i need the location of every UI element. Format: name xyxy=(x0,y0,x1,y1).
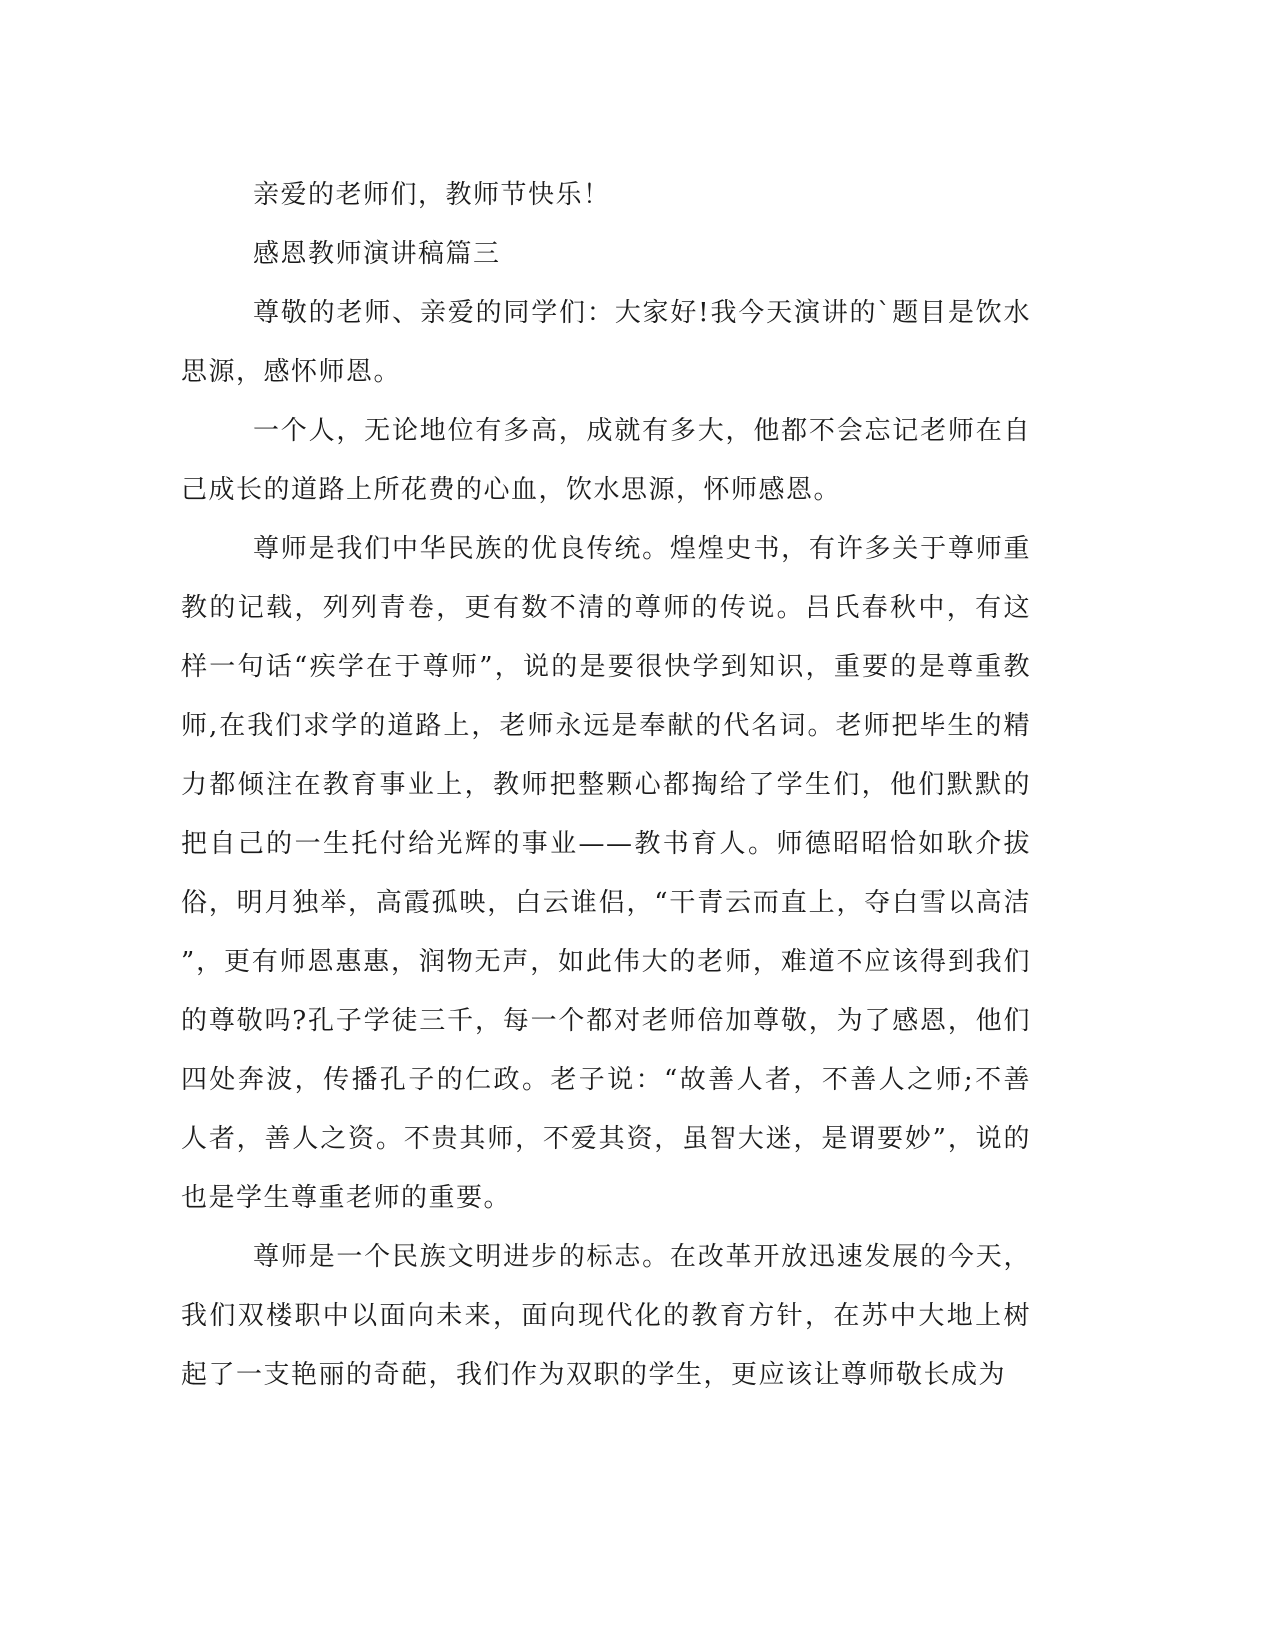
document-body xyxy=(181,166,1031,1405)
paragraph-opening: 尊敬的老师、亲爱的同学们：大家好!我今天演讲的`题目是饮水思源，感怀师恩。 xyxy=(181,298,1031,387)
paragraph-body-3: 尊师是一个民族文明进步的标志。在改革开放迅速发展的今天，我们双楼职中以面向未来，面向现代化的教育方针，在苏中大地上树起了一支艳丽的奇葩，我们作为双职的学生，更应该让尊师敬长成为 xyxy=(181,1242,1031,1390)
paragraph-greeting: 亲爱的老师们，教师节快乐！ xyxy=(253,180,611,210)
paragraph-body-2: 尊师是我们中华民族的优良传统。煌煌史书，有许多关于尊师重教的记载，列列青卷，更有数不清的尊师的传说。吕氏春秋中，有这样一句话“疾学在于尊师”，说的是要很快学到知识，重要的是尊重教师,在我们求学的道路上，老师永远是奉献的代名词。老师把毕生的精力都倾注在教育事业上，教师把整颗心都掏给了学生们，他们默默的把自己的一生托付给光辉的事业——教书育人。师德昭昭恰如耿介拔俗，明月独举，高霞孤映，白云谁侣，“干青云而直上，夺白雪以高洁”，更有师恩惠惠，润物无声，如此伟大的老师，难道不应该得到我们的尊敬吗?孔子学徒三千，每一个都对老师倍加尊敬，为了感恩，他们四处奔波，传播孔子的仁政。老子说：“故善人者，不善人之师;不善人者，善人之资。不贵其师，不爱其资，虽智大迷，是谓要妙”，说的也是学生尊重老师的重要。 xyxy=(181,534,1031,1213)
paragraph-section-title: 感恩教师演讲稿篇三 xyxy=(253,239,501,269)
paragraph-body-1: 一个人，无论地位有多高，成就有多大，他都不会忘记老师在自己成长的道路上所花费的心血，饮水思源，怀师感恩。 xyxy=(181,416,1031,505)
